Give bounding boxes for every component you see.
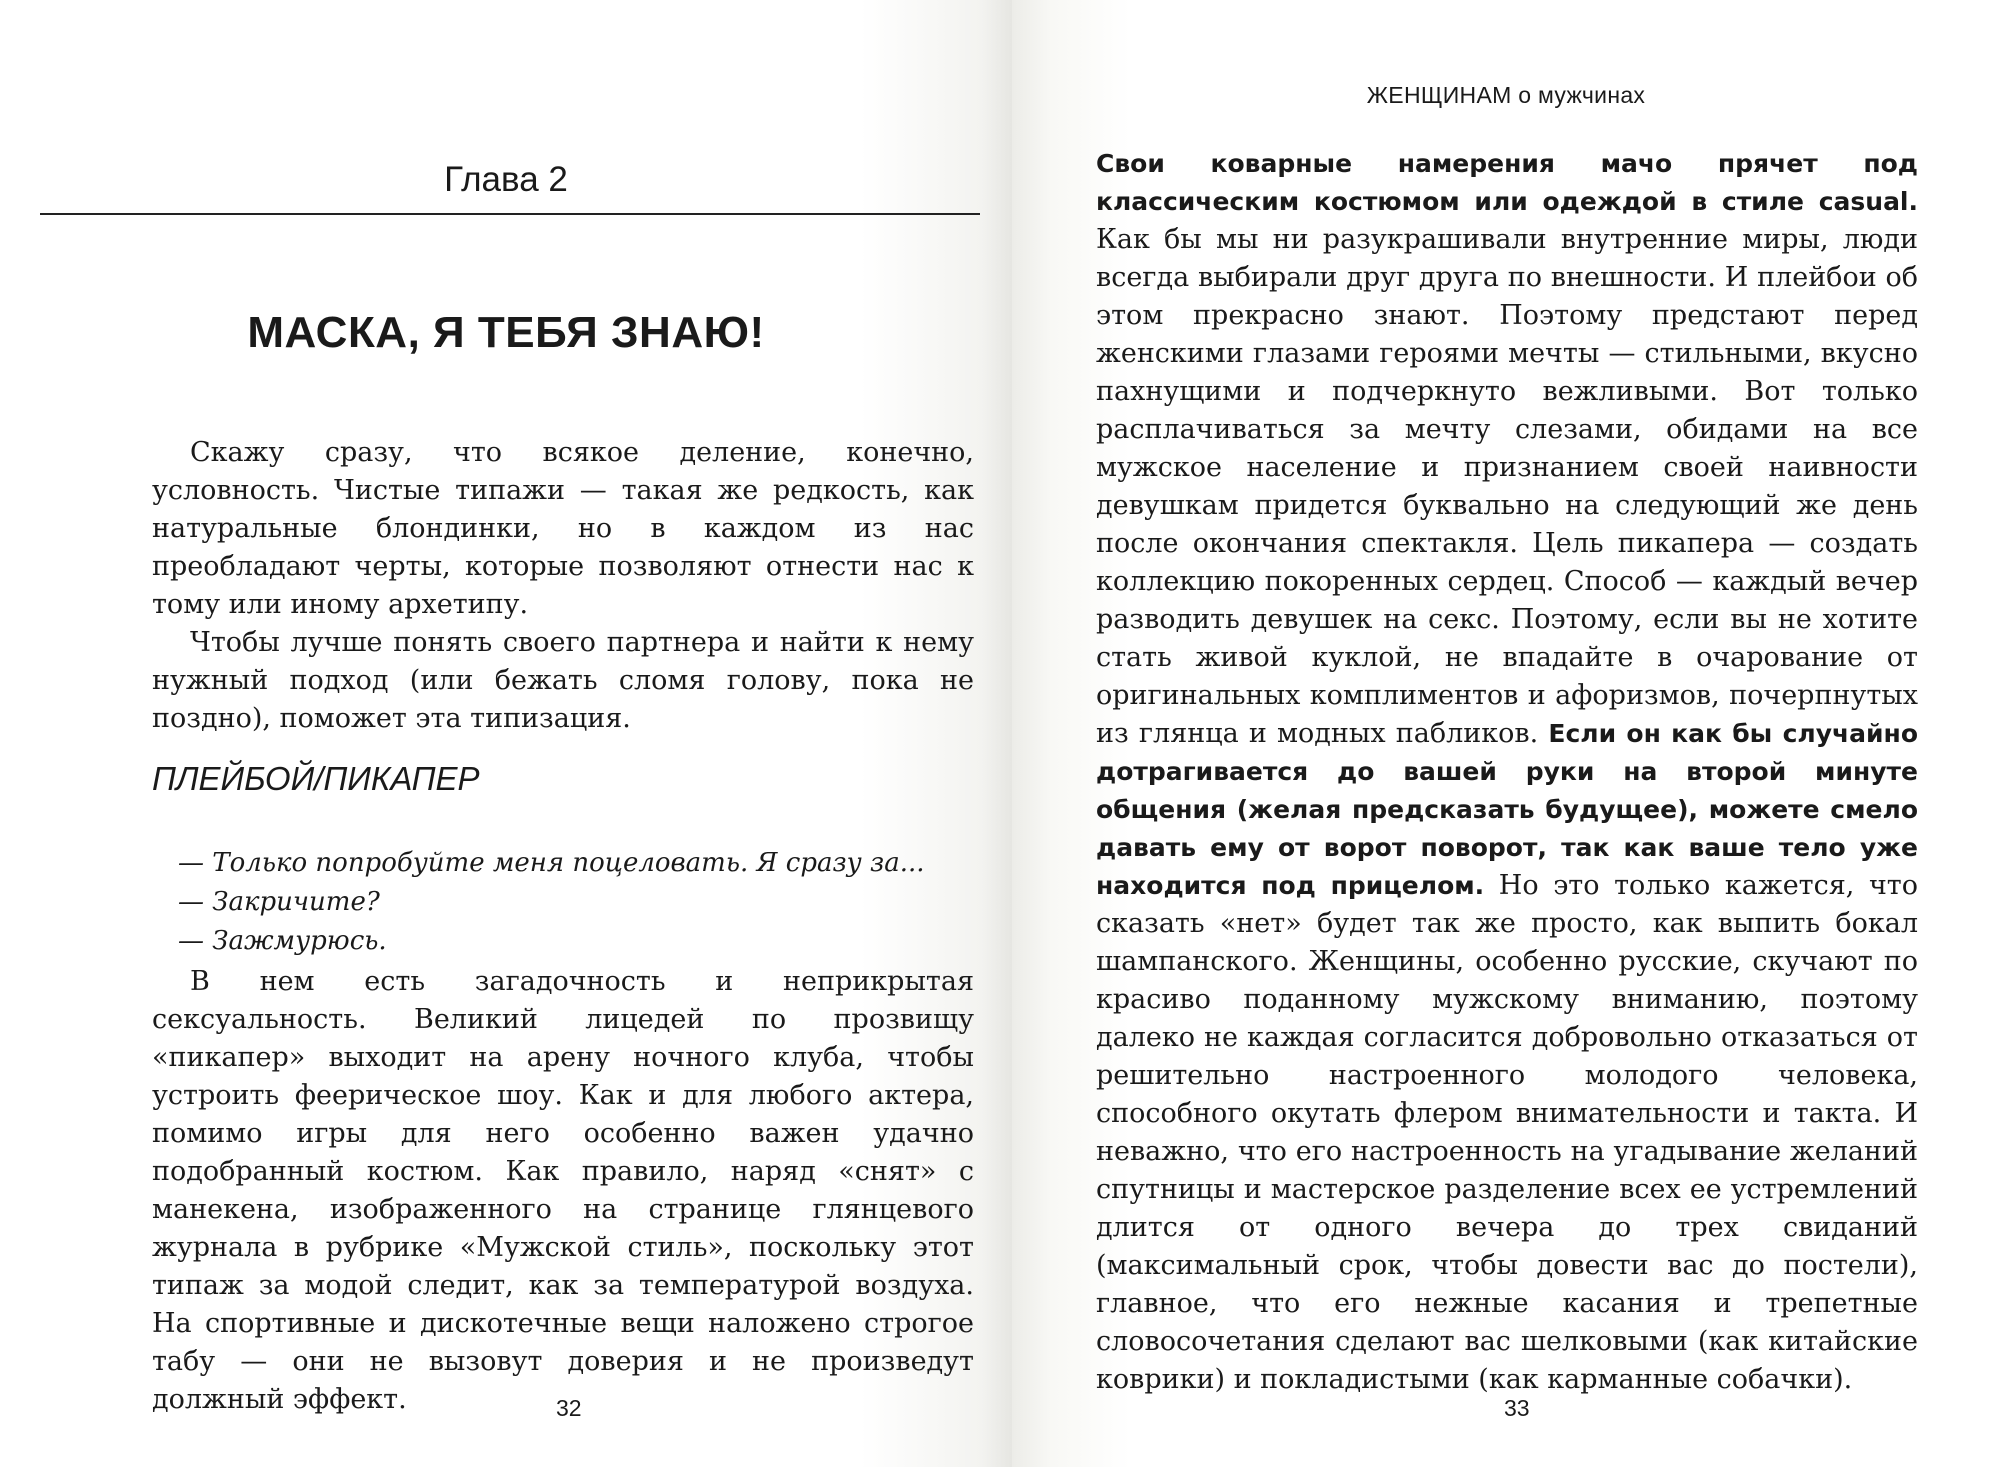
text-segment: Но это только кажется, что сказать «нет» будет так же просто, как выпить бокал шампанского. Женщины, особенно русские, скучают по красиво поданному мужскому вниманию, поэтому далеко не каждая согласится добровольно отказаться от решительно настроенного молодого человека, способного окутать флером внимательности и такта. И неважно, что его настроенность на угадывание желаний спутницы и мастерское разделение всех ее устремлений длится от одного вечера до трех свиданий (максимальный срок, чтобы довести вас до постели), главное, что его нежные касания и трепетные словосочетания сделают вас шелковыми (как китайские коврики) и покладистыми (как карманные собачки). bbox=[1096, 870, 1918, 1395]
dialogue bbox=[178, 844, 958, 961]
intro-paragraph: Скажу сразу, что всякое деление, конечно, условность. Чистые типажи — такая же редкость, как натуральные блондинки, но в каждом из нас преобладают черты, которые позволяют отнести нас к тому или иному архетипу. bbox=[152, 437, 974, 620]
bold-segment: Свои коварные намерения мачо прячет под классическим костюмом или одеждой в стиле casual. bbox=[1096, 149, 1918, 216]
body-paragraph: В нем есть загадочность и неприкрытая сексуальность. Великий лицедей по прозвищу «пикапер» выходит на арену ночного клуба, чтобы устроить феерическое шоу. Как и для любого актера, помимо игры для него особенно важен удачно подобранный костюм. Как правило, наряд «снят» с манекена, изображенного на странице глянцевого журнала в рубрике «Мужской стиль», поскольку этот типаж за модой следит, как за температурой воздуха. На спортивные и дискотечные вещи наложено строгое табу — они не вызовут доверия и не произведут должный эффект. bbox=[152, 966, 974, 1415]
right-page bbox=[1012, 0, 2000, 1467]
chapter-label: Глава 2 bbox=[444, 160, 568, 199]
right-paragraph bbox=[1096, 145, 1918, 1399]
dialogue-line: — Закричите? bbox=[178, 887, 380, 917]
chapter-rule bbox=[40, 213, 980, 215]
right-body-text bbox=[1096, 145, 1918, 1399]
intro-text bbox=[152, 434, 974, 738]
text-segment: Как бы мы ни разукрашивали внутренние миры, люди всегда выбирали друг друга по внешности. И плейбои об этом прекрасно знают. Поэтому предстают перед женскими глазами героями мечты — стильными, вкусно пахнущими и подчеркнуто вежливыми. Вот только расплачиваться за мечту слезами, обидами на все мужское население и признанием своей наивности девушкам придется буквально на следующий же день после окончания спектакля. Цель пикапера — создать коллекцию покоренных сердец. Способ — каждый вечер разводить девушек на секс. Поэтому, если вы не хотите стать живой куклой, не впадайте в очарование от оригинальных комплиментов и афоризмов, почерпнутых из глянца и модных пабликов. bbox=[1096, 224, 1918, 749]
section-heading: ПЛЕЙБОЙ/ПИКАПЕР bbox=[152, 760, 480, 797]
chapter-title: МАСКА, Я ТЕБЯ ЗНАЮ! bbox=[247, 308, 765, 357]
page-number-right: 33 bbox=[1504, 1395, 1530, 1421]
left-body-text bbox=[152, 963, 974, 1419]
intro-paragraph: Чтобы лучше понять своего партнера и найти к нему нужный подход (или бежать сломя голову, пока не поздно), поможет эта типизация. bbox=[152, 627, 974, 734]
running-head: ЖЕНЩИНАМ о мужчинах bbox=[1366, 82, 1646, 108]
page-number-left: 32 bbox=[556, 1395, 582, 1421]
dialogue-line: — Зажмурюсь. bbox=[178, 926, 387, 956]
dialogue-line: — Только попробуйте меня поцеловать. Я сразу за... bbox=[178, 848, 925, 878]
bold-segment: Если он как бы случайно дотрагивается до вашей руки на второй минуте общения (желая предсказать будущее), можете смело давать ему от ворот поворот, так как ваше тело уже находится под прицелом. bbox=[1096, 719, 1919, 900]
